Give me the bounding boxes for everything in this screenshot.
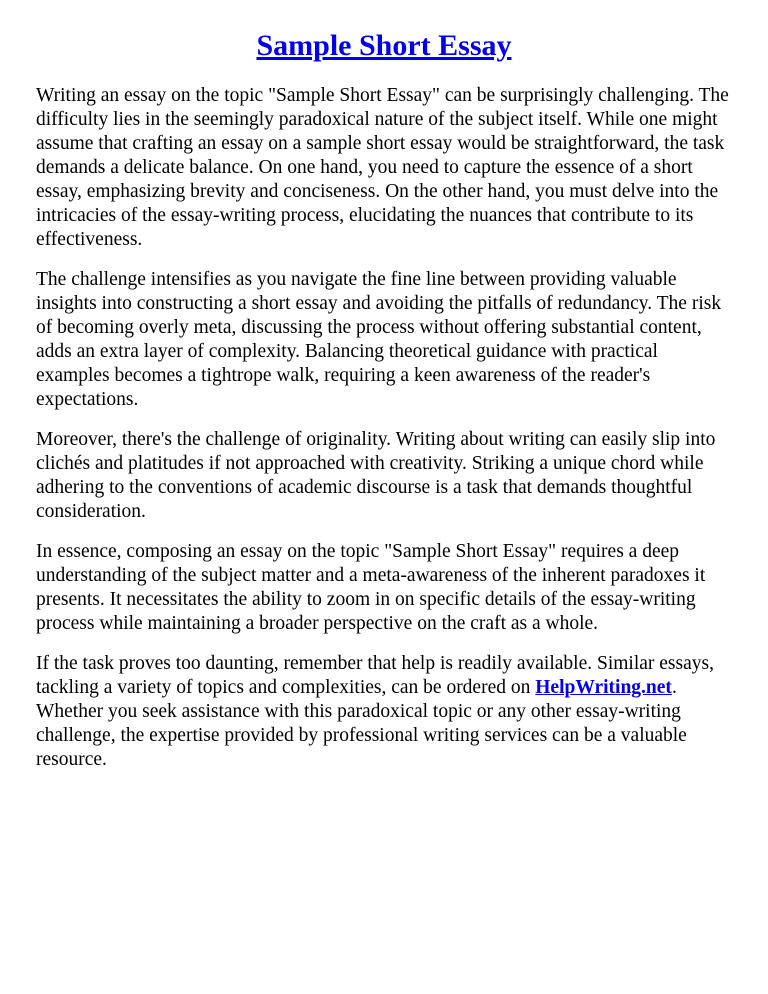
- page-title: [36, 28, 732, 64]
- paragraph-5-text-before-link: If the task proves too daunting, remember that help is readily available. Similar essays, tackling a variety of topics and complexities, can be ordered on: [36, 653, 714, 698]
- paragraph-5: [36, 652, 732, 772]
- title-link[interactable]: Sample Short Essay: [256, 29, 512, 62]
- paragraph-4: In essence, composing an essay on the topic "Sample Short Essay" requires a deep understanding of the subject matter and a meta-awareness of the inherent paradoxes it presents. It necessitates the ability to zoom in on specific details of the essay-writing process while maintaining a broader perspective on the craft as a whole.: [36, 541, 706, 634]
- paragraph-5-text-after-link: . Whether you seek assistance with this paradoxical topic or any other essay-writing challenge, the expertise provided by professional writing services can be a valuable resource.: [36, 677, 687, 770]
- paragraph-1: Writing an essay on the topic "Sample Short Essay" can be surprisingly challenging. The difficulty lies in the seemingly paradoxical nature of the subject itself. While one might assume that crafting an essay on a sample short essay would be straightforward, the task demands a delicate balance. On one hand, you need to capture the essence of a short essay, emphasizing brevity and conciseness. On the other hand, you must delve into the intricacies of the essay-writing process, elucidating the nuances that contribute to its effectiveness.: [36, 85, 729, 250]
- paragraph-3: Moreover, there's the challenge of originality. Writing about writing can easily slip into clichés and platitudes if not approached with creativity. Striking a unique chord while adhering to the conventions of academic discourse is a task that demands thoughtful consideration.: [36, 429, 716, 522]
- paragraph-2: The challenge intensifies as you navigate the fine line between providing valuable insights into constructing a short essay and avoiding the pitfalls of redundancy. The risk of becoming overly meta, discussing the process without offering substantial content, adds an extra layer of complexity. Balancing theoretical guidance with practical examples becomes a tightrope walk, requiring a keen awareness of the reader's expectations.: [36, 269, 722, 410]
- helpwriting-link[interactable]: HelpWriting.net: [535, 677, 672, 698]
